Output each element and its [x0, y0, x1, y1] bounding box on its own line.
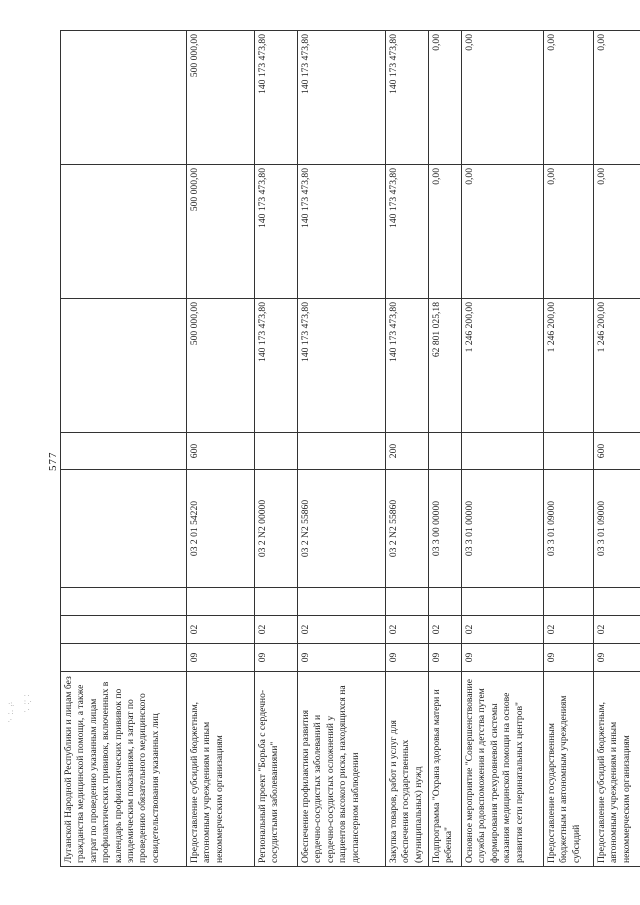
row-target-article: 03 3 00 00000: [429, 470, 462, 588]
row-sum-year-3: 140 173 473,80: [298, 31, 386, 165]
row-section-code: [61, 616, 187, 644]
row-target-article: 03 3 01 00000: [462, 470, 544, 588]
row-expense-type: [429, 433, 462, 470]
table-row: [462, 31, 544, 867]
row-sum-year-2: [61, 165, 187, 299]
row-target-article: 03 2 N2 00000: [255, 470, 298, 588]
row-expense-type: [544, 433, 594, 470]
row-expense-type: 200: [386, 433, 429, 470]
page-number: 577: [47, 451, 59, 471]
row-sum-year-3: 140 173 473,80: [255, 31, 298, 165]
row-name: Подпрограмма "Охрана здоровья матери и ребенка": [429, 672, 462, 867]
row-target-article: 03 2 N2 55860: [298, 470, 386, 588]
row-sum-year-1: 140 173 473,80: [298, 299, 386, 433]
row-section-code: 02: [255, 616, 298, 644]
row-ved-code: 09: [255, 644, 298, 672]
row-name: Региональный проект "Борьба с сердечно-сосудистыми заболеваниями": [255, 672, 298, 867]
row-ved-code: 09: [462, 644, 544, 672]
row-section-code: 02: [187, 616, 255, 644]
table-row: [61, 31, 187, 867]
row-expense-type: 600: [187, 433, 255, 470]
row-ved-code: 09: [594, 644, 640, 672]
row-sum-year-1: 62 801 025,18: [429, 299, 462, 433]
row-name: Предоставление субсидий бюджетным, автономным учреждениям и иным некоммерческим организациям: [187, 672, 255, 867]
row-subsection-code: [594, 588, 640, 616]
row-sum-year-3: 0,00: [429, 31, 462, 165]
row-sum-year-1: [61, 299, 187, 433]
row-name: Предоставление субсидий бюджетным, автономным учреждениям и иным некоммерческим организациям: [594, 672, 640, 867]
row-sum-year-3: [61, 31, 187, 165]
table-row: [187, 31, 255, 867]
row-sum-year-3: 140 173 473,80: [386, 31, 429, 165]
row-section-code: 02: [544, 616, 594, 644]
row-subsection-code: [544, 588, 594, 616]
row-expense-type: 600: [594, 433, 640, 470]
row-expense-type: [255, 433, 298, 470]
row-section-code: 02: [386, 616, 429, 644]
row-sum-year-2: 0,00: [594, 165, 640, 299]
row-ved-code: [61, 644, 187, 672]
row-sum-year-3: 0,00: [594, 31, 640, 165]
row-name: Луганской Народной Республики и лицам без гражданства медицинской помощи, а также затрат по проведению указанным лицам профилактических прививок, включенных в календарь профилактических прививок по эпидемическим показаниям, и затрат по проведению обязательного медицинского освидетельствования указанных лиц: [61, 672, 187, 867]
row-ved-code: 09: [187, 644, 255, 672]
row-expense-type: [462, 433, 544, 470]
row-section-code: 02: [462, 616, 544, 644]
row-subsection-code: [187, 588, 255, 616]
row-target-article: 03 3 01 09000: [544, 470, 594, 588]
row-name: Обеспечение профилактики развития сердечно-сосудистых заболеваний и сердечно-сосудистых осложнений у пациентов высокого риска, находящихся на диспансерном наблюдении: [298, 672, 386, 867]
row-subsection-code: [255, 588, 298, 616]
budget-table: [60, 30, 640, 867]
row-name: Основное мероприятие "Совершенствование службы родовспоможения и детства путем формирования трехуровневой системы оказания медицинской помощи на основе развития сети перинатальных центров": [462, 672, 544, 867]
row-subsection-code: [386, 588, 429, 616]
row-target-article: [61, 470, 187, 588]
row-section-code: 02: [298, 616, 386, 644]
row-sum-year-2: 500 000,00: [187, 165, 255, 299]
rotated-table-area: [47, 31, 640, 867]
row-ved-code: 09: [429, 644, 462, 672]
row-subsection-code: [429, 588, 462, 616]
row-sum-year-3: 0,00: [462, 31, 544, 165]
row-target-article: 03 2 01 54220: [187, 470, 255, 588]
row-sum-year-1: 500 000,00: [187, 299, 255, 433]
row-target-article: 03 3 01 09000: [594, 470, 640, 588]
row-name: Предоставление государственным бюджетным и автономным учреждениям субсидий: [544, 672, 594, 867]
row-sum-year-1: 1 246 200,00: [462, 299, 544, 433]
scan-artifact-marks: ·:. . : .·: [8, 700, 15, 724]
row-sum-year-1: 1 246 200,00: [544, 299, 594, 433]
table-row: [386, 31, 429, 867]
row-sum-year-3: 0,00: [544, 31, 594, 165]
row-sum-year-1: 1 246 200,00: [594, 299, 640, 433]
table-row: [594, 31, 640, 867]
row-expense-type: [61, 433, 187, 470]
scan-artifact-marks-2: . . : .· . ·: [24, 690, 32, 714]
row-sum-year-2: 140 173 473,80: [386, 165, 429, 299]
table-row: [544, 31, 594, 867]
row-target-article: 03 2 N2 55860: [386, 470, 429, 588]
row-sum-year-2: 140 173 473,80: [298, 165, 386, 299]
row-subsection-code: [61, 588, 187, 616]
row-subsection-code: [298, 588, 386, 616]
row-sum-year-2: 0,00: [429, 165, 462, 299]
row-ved-code: 09: [544, 644, 594, 672]
row-sum-year-2: 0,00: [462, 165, 544, 299]
row-section-code: 02: [429, 616, 462, 644]
row-sum-year-1: 140 173 473,80: [255, 299, 298, 433]
row-subsection-code: [462, 588, 544, 616]
row-sum-year-3: 500 000,00: [187, 31, 255, 165]
table-row: [429, 31, 462, 867]
row-ved-code: 09: [386, 644, 429, 672]
row-sum-year-2: 140 173 473,80: [255, 165, 298, 299]
row-sum-year-2: 0,00: [544, 165, 594, 299]
row-sum-year-1: 140 173 473,80: [386, 299, 429, 433]
row-expense-type: [298, 433, 386, 470]
row-ved-code: 09: [298, 644, 386, 672]
table-row: [255, 31, 298, 867]
row-name: Закупка товаров, работ и услуг для обеспечения государственных (муниципальных) нужд: [386, 672, 429, 867]
row-section-code: 02: [594, 616, 640, 644]
budget-table-body: [61, 31, 640, 867]
table-row: [298, 31, 386, 867]
